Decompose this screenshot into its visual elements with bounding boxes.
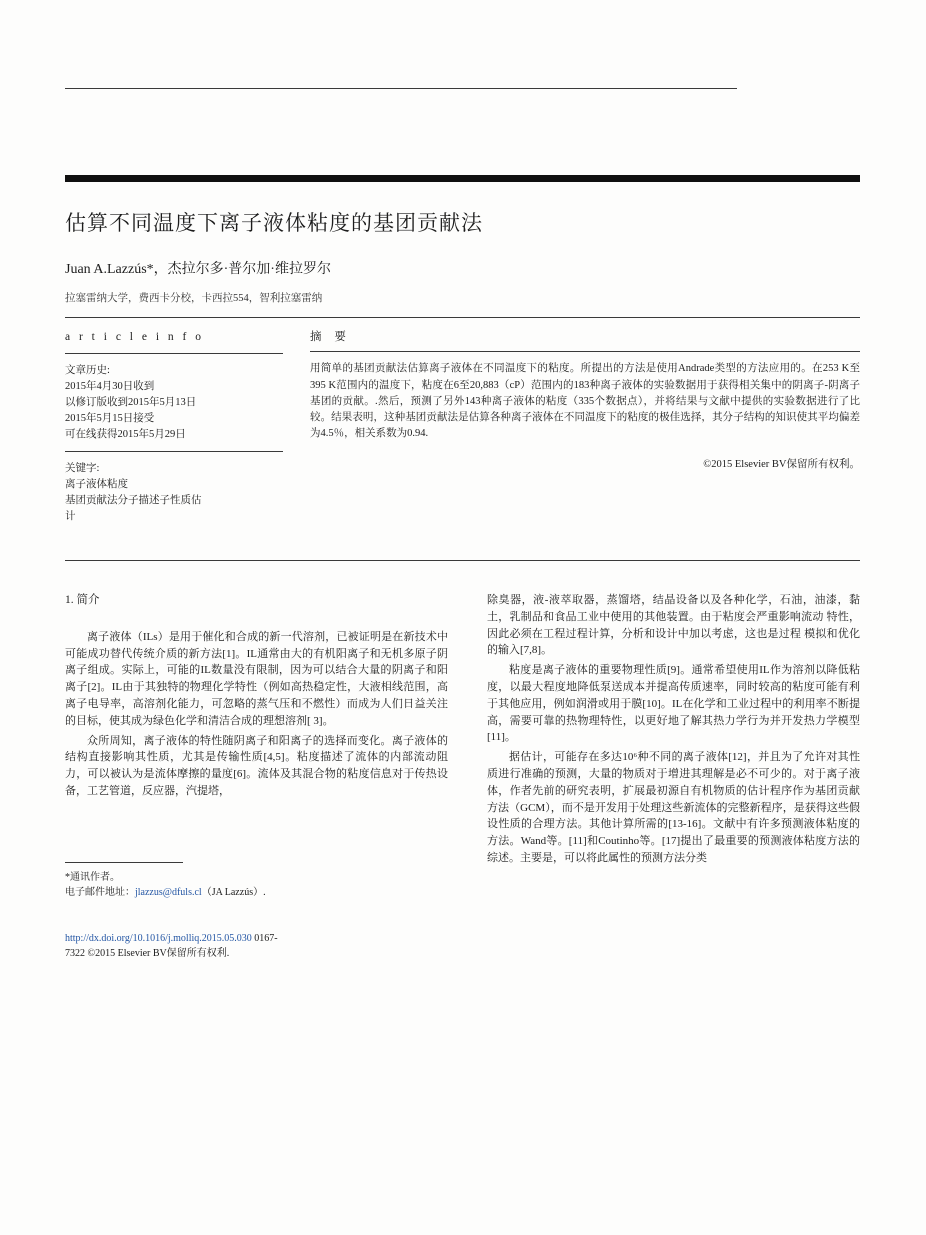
doi-line <box>65 931 448 946</box>
article-history-label: 文章历史: <box>65 365 110 376</box>
keywords-label: 关键字: <box>65 463 100 474</box>
email-link[interactable]: jlazzus@dfuls.cl <box>135 887 202 898</box>
abstract-text: 用简单的基团贡献法估算离子液体在不同温度下的粘度。所提出的方法是使用Andrade类型的方法应用的。在253 K至395 K范围内的温度下，粘度在6至20,883（cP）范围内的183种离子液体的实验数据用于获得相关集中的阴离子-阴离子基团的贡献。.然后，预测了另外143种离子液体的粘度（335个数据点），并将结果与文献中提供的实验数据进行了比较。结果表明，这种基团贡献法是估算各种离子液体在不同温度下的粘度的极佳选择，其分子结构的知识使其平均偏差为4.5％，相关系数为0.94. <box>310 363 860 440</box>
header-rule <box>65 88 737 89</box>
article-info-panel <box>65 329 283 525</box>
title-divider-bar <box>65 175 860 182</box>
affiliation-line: 拉塞雷纳大学，费西卡分校，卡西拉554，智利拉塞雷纳 <box>65 293 323 304</box>
history-item: 以修订版收到2015年5月13日 <box>65 397 197 408</box>
authors-line: Juan A.Lazzús*，杰拉尔多·普尔加·维拉罗尔 <box>65 262 331 277</box>
paper-title: 估算不同温度下离子液体粘度的基团贡献法 <box>65 211 483 235</box>
body-top-rule <box>65 560 860 561</box>
correspondence-note: *通讯作者。 <box>65 872 120 883</box>
history-item: 2015年4月30日收到 <box>65 381 155 392</box>
footnote-block <box>65 862 448 900</box>
doi-link[interactable]: http://dx.doi.org/10.1016/j.molliq.2015.05.030 <box>65 933 252 944</box>
section-heading-introduction: 1. 简介 <box>65 594 100 606</box>
history-item: 2015年5月15日接受 <box>65 413 155 424</box>
abstract-panel <box>310 329 860 473</box>
article-info-top-rule <box>65 317 860 318</box>
body-paragraph: 离子液体（ILs）是用于催化和合成的新一代溶剂，已被证明是在新技术中可能成功替代传统介质的新方法[1]。IL通常由大的有机阳离子和无机多原子阴离子组成。实际上，可能的IL数量没有限制，因为可以结合大量的阴离子和阳离子[2]。IL由于其独特的物理化学特性（例如高热稳定性，大液相线范围，高离子电导率，高溶剂化能力，可忽略的蒸气压和不燃性）而成为人们日益关注的目标，使其成为绿色化学和清洁合成的理想溶剂[ 3]。 <box>65 630 448 727</box>
keyword-item: 计 <box>65 511 76 522</box>
doi-block <box>65 931 448 961</box>
keywords-top-rule <box>65 451 283 452</box>
article-info-header: a r t i c l e i n f o <box>65 331 205 343</box>
issn-prefix: 0167- <box>251 933 278 944</box>
body-right-column <box>487 592 860 870</box>
email-label: 电子邮件地址： <box>65 887 135 898</box>
keyword-item: 离子液体粘度 <box>65 479 128 490</box>
keyword-item: 基团贡献法分子描述子性质估 <box>65 495 202 506</box>
abstract-header-rule <box>310 351 860 352</box>
body-paragraph: 众所周知，离子液体的特性随阴离子和阳离子的选择而变化。离子液体的结构直接影响其性质，尤其是传输性质[4,5]。粘度描述了流体的内部流动阻力，可以被认为是流体摩擦的量度[6]。流体及其混合物的粘度信息对于传热设备，工艺管道，反应器，汽提塔， <box>65 734 448 797</box>
article-info-header-rule <box>65 353 283 354</box>
body-left-column <box>65 592 448 803</box>
rights-line: 7322 ©2015 Elsevier BV保留所有权利. <box>65 948 230 959</box>
body-paragraph: 除臭器，液-液萃取器，蒸馏塔，结晶设备以及各种化学，石油，油漆，黏土，乳制品和食品工业中使用的其他装置。由于粘度会严重影响流动 特性，因此必须在工程过程计算，分析和设计中加以考虑，这也是过程 模拟和优化的输入[7,8]。 <box>487 594 860 657</box>
abstract-header: 摘 要 <box>310 331 351 343</box>
body-paragraph: 据估计，可能存在多达10⁶种不同的离子液体[12]，并且为了允许对其性质进行准确的预测，大量的物质对于增进其理解是必不可少的。对于离子液体，作者先前的研究表明，扩展最初源自有机物质的估计程序作为基团贡献方法（GCM），而不是开发用于处理这些新流体的完整新程序，是获得这些假设性质的合理方法。其他计算所需的[13-16]。文献中有许多预测液体粘度的方法。Wand等。[11]和Coutinho等。[17]提出了最重要的预测液体粘度方法的综述。主要是，可以将此属性的预测方法分类 <box>487 751 860 864</box>
email-line <box>65 885 448 900</box>
body-paragraph: 粘度是离子液体的重要物理性质[9]。通常希望使用IL作为溶剂以降低粘度，以最大程度地降低泵送成本并提高传质速率，同时较高的粘度可能有利于其他应用，例如润滑或用于膜[10]。IL在化学和工业过程中的利用率不断提高，需要可靠的热物理特性，以更好地了解其热力学行为并开发热力学模型[11]。 <box>487 664 860 744</box>
history-item: 可在线获得2015年5月29日 <box>65 429 186 440</box>
abstract-copyright: ©2015 Elsevier BV保留所有权利。 <box>703 458 860 470</box>
email-suffix: （JA Lazzús）. <box>201 887 266 898</box>
footnote-rule <box>65 862 183 863</box>
